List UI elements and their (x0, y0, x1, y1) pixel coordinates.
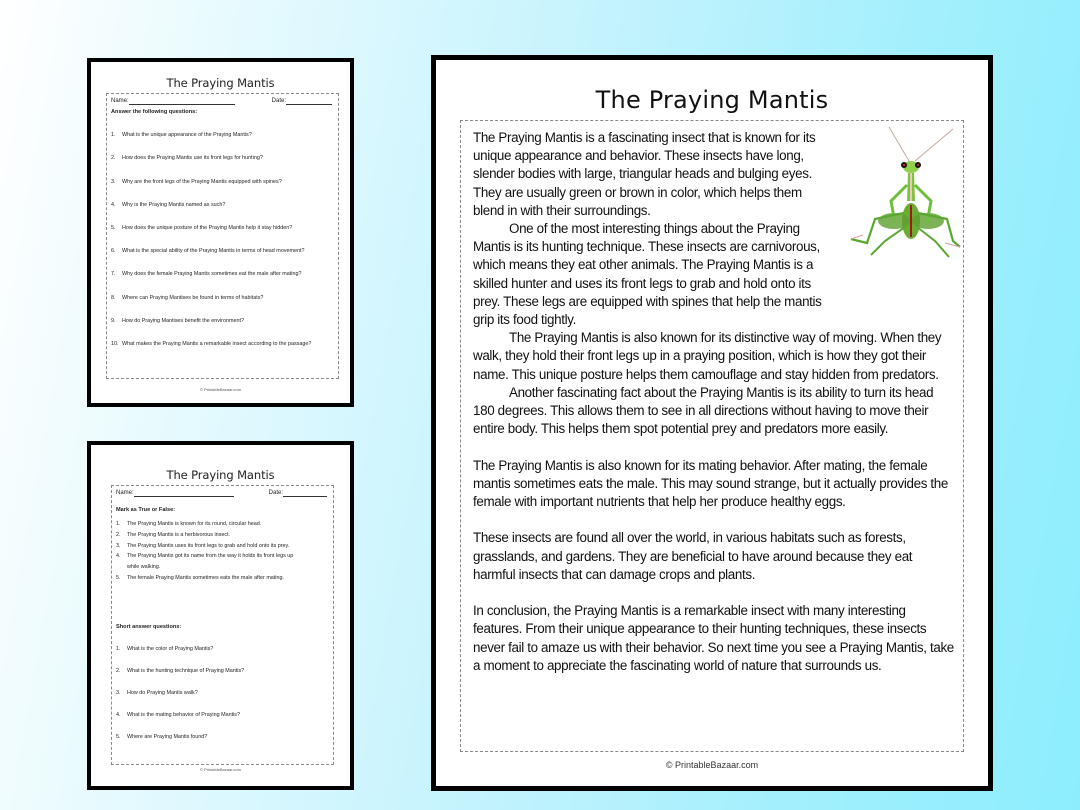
paragraph: The Praying Mantis is a fascinating insect that is known for its unique appearance and behavior. These insects have long, slender bodies with large, triangular heads and bulging eyes. They are usually green or brown in color, which helps them blend in with their surroundings. (473, 130, 816, 218)
worksheet-box (106, 93, 339, 379)
short-answer-heading: Short answer questions: (116, 624, 182, 630)
true-false-heading: Mark as True or False: (116, 507, 176, 513)
question-item: 3. Why are the front legs of the Praying Mantis equipped with spines? (111, 179, 282, 185)
name-label: Name: (111, 98, 129, 104)
copyright-footer: © PrintableBazaar.com (200, 767, 241, 772)
question-item: 2. How does the Praying Mantis use its front legs for hunting? (111, 155, 263, 161)
paragraph: Another fascinating fact about the Praying Mantis is its ability to turn its head 180 degrees. This allows them to see in all directions without having to move their entire body. This helps them spot potential prey and predators more easily. (473, 384, 934, 437)
passage-text (473, 129, 955, 675)
reading-passage-page (431, 55, 993, 791)
paragraph: One of the most interesting things about the Praying Mantis is its hunting technique. These insects are carnivorous, which means they eat other animals. The Praying Mantis is a skilled hunter and uses its front legs to grab and hold onto its prey. These legs are equipped with spines that help the mantis grip its food tightly. (473, 221, 822, 328)
date-line (283, 496, 327, 497)
worksheet-questions-page (87, 58, 354, 407)
question-item: 8. Where can Praying Mantises be found in terms of habitats? (111, 295, 264, 301)
question-item: 5. How does the unique posture of the Praying Mantis help it stay hidden? (111, 225, 293, 231)
true-false-item: 2. The Praying Mantis is a herbivorous insect. (116, 532, 231, 538)
short-answer-item: 5. Where are Praying Mantis found? (116, 734, 208, 740)
question-item: 1. What is the unique appearance of the Praying Mantis? (111, 132, 252, 138)
question-item: 9. How do Praying Mantises benefit the environment? (111, 318, 244, 324)
short-answer-item: 4. What is the mating behavior of Praying Mantis? (116, 712, 240, 718)
true-false-item: 5. The female Praying Mantis sometimes eats the male after mating. (116, 575, 284, 581)
copyright-footer: © PrintableBazaar.com (665, 760, 759, 770)
short-answer-item: 1. What is the color of Praying Mantis? (116, 646, 214, 652)
copyright-footer: © PrintableBazaar.com (200, 387, 241, 392)
short-answer-item: 2. What is the hunting technique of Praying Mantis? (116, 668, 245, 674)
question-item: 6. What is the special ability of the Praying Mantis in terms of head movement? (111, 248, 305, 254)
paragraph: These insects are found all over the world, in various habitats such as forests, grasslands, and gardens. They are beneficial to have around because they eat harmful insects that can damage crops and plants. (473, 530, 913, 582)
passage-box (460, 120, 964, 752)
worksheet-true-false-page (87, 441, 354, 790)
name-date-row (116, 490, 327, 497)
date-line (286, 104, 332, 105)
worksheet-title: The Praying Mantis (166, 468, 275, 482)
name-label: Name: (116, 490, 134, 496)
name-date-row (111, 98, 332, 105)
true-false-item: 4. The Praying Mantis got its name from the way it holds its front legs up (116, 553, 294, 559)
worksheet-box (111, 485, 334, 765)
true-false-item: 1. The Praying Mantis is known for its round, circular head. (116, 521, 262, 527)
name-line (134, 496, 234, 497)
instructions-heading: Answer the following questions: (111, 109, 198, 115)
page-title: The Praying Mantis (595, 86, 829, 114)
true-false-item-continuation: while walking. (127, 564, 161, 570)
true-false-item: 3. The Praying Mantis uses its front legs to grab and hold onto its prey. (116, 543, 290, 549)
worksheet-title: The Praying Mantis (166, 76, 275, 90)
date-label: Date: (268, 490, 283, 496)
paragraph: In conclusion, the Praying Mantis is a remarkable insect with many interesting features. From their unique appearance to their hunting techniques, these insects never fail to amaze us with their behavior. So next time you see a Praying Mantis, take a moment to appreciate the fascinating world of nature that surrounds us. (473, 603, 954, 673)
question-item: 10. What makes the Praying Mantis a remarkable insect according to the passage? (111, 341, 312, 347)
short-answer-item: 3. How do Praying Mantis walk? (116, 690, 198, 696)
question-item: 7. Why does the female Praying Mantis sometimes eat the male after mating? (111, 271, 302, 277)
paragraph: The Praying Mantis is also known for its distinctive way of moving. When they walk, they hold their front legs up in a praying position, which is how they got their name. This unique posture helps them camouflage and stay hidden from predators. (473, 330, 942, 382)
name-line (129, 104, 235, 105)
question-item: 4. Why is the Praying Mantis named as such? (111, 202, 226, 208)
paragraph: The Praying Mantis is also known for its mating behavior. After mating, the female mantis sometimes eats the male. This may sound strange, but it actually provides the female with important nutrients that help her produce healthy eggs. (473, 457, 948, 510)
date-label: Date: (271, 98, 286, 104)
